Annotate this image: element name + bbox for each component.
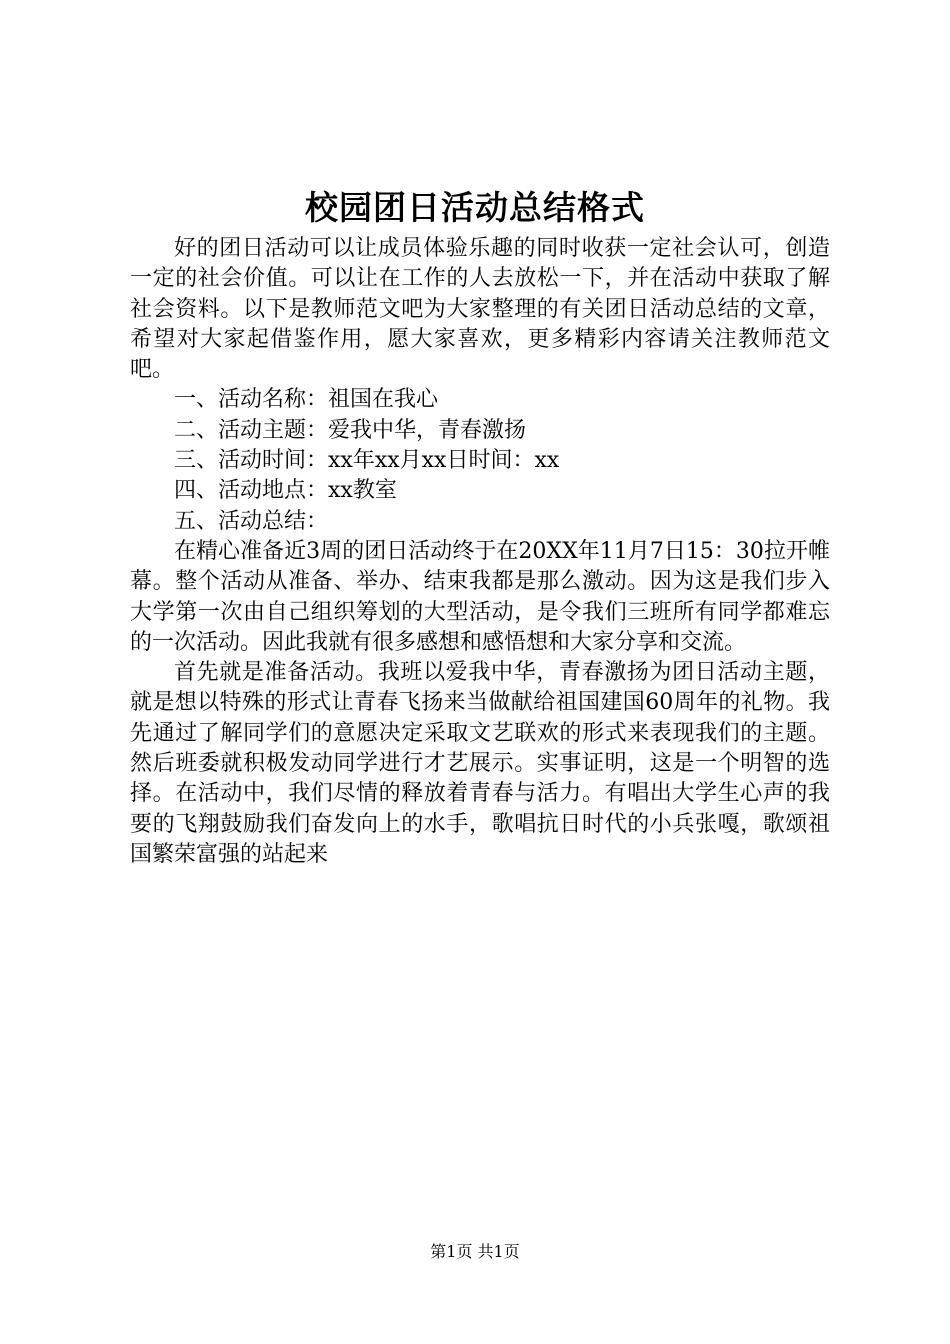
activity-location-line: 四、活动地点：xx教室: [174, 478, 397, 504]
document-body: [130, 234, 830, 870]
activity-summary-heading: 五、活动总结：: [174, 508, 329, 534]
activity-name-line: 一、活动名称：祖国在我心: [174, 387, 439, 413]
preparation-paragraph: 首先就是准备活动。我班以爱我中华，青春激扬为团日活动主题，就是想以特殊的形式让青春飞扬来当做献给祖国建国60周年的礼物。我先通过了解同学们的意愿决定采取文艺联欢的形式来表现我们的主题。然后班委就积极发动同学进行才艺展示。实事证明，这是一个明智的选择。在活动中，我们尽情的释放着青春与活力。有唱出大学生心声的我要的飞翔鼓励我们奋发向上的水手，歌唱抗日时代的小兵张嘎，歌颂祖国繁荣富强的站起来: [130, 660, 830, 867]
intro-paragraph: 好的团日活动可以让成员体验乐趣的同时收获一定社会认可，创造一定的社会价值。可以让在工作的人去放松一下，并在活动中获取了解社会资料。以下是教师范文吧为大家整理的有关团日活动总结的文章，希望对大家起借鉴作用，愿大家喜欢，更多精彩内容请关注教师范文吧。: [130, 236, 830, 383]
activity-theme-line: 二、活动主题：爱我中华，青春激扬: [174, 417, 527, 443]
summary-paragraph: 在精心准备近3周的团日活动终于在20XX年11月7日15：30拉开帷幕。整个活动从准备、举办、结束我都是那么激动。因为这是我们步入大学第一次由自己组织筹划的大型活动，是令我们三班所有同学都难忘的一次活动。因此我就有很多感想和感悟想和大家分享和交流。: [130, 538, 830, 655]
page-footer: 第1页 共1页: [430, 1242, 520, 1261]
document-title: 校园团日活动总结格式: [305, 188, 645, 227]
activity-time-line: 三、活动时间：xx年xx月xx日时间：xx: [174, 448, 560, 474]
